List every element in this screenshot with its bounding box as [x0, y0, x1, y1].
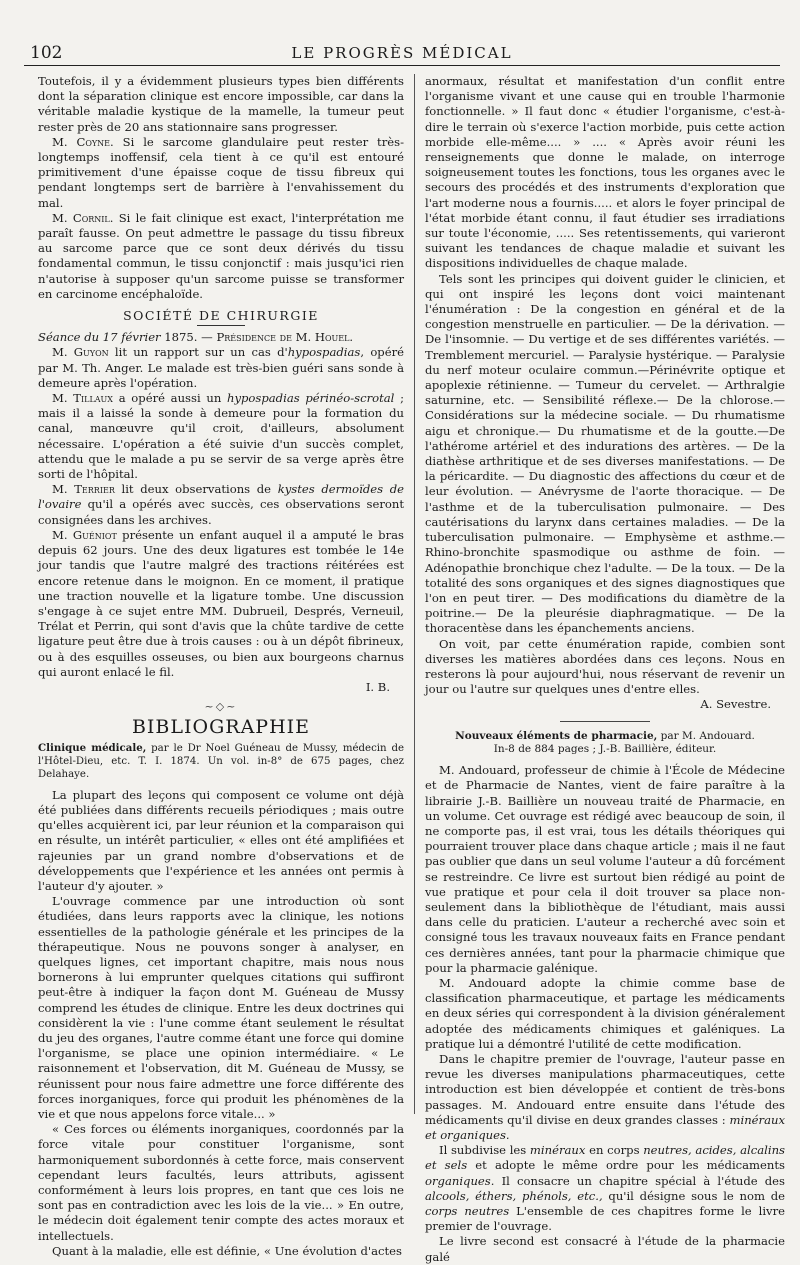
- paragraph: La plupart des leçons qui composent ce volume ont déjà été publiées dans différents recueils périodiques ; mais outre qu'elles acquièrent ici, par leur réunion et la comparaison qui en résulte, un intérêt particulier, « elles ont été amplifiées et rajeunies par un grand nombre d'observations et de développements que l'expérience et les années ont permis à l'auteur d'y ajouter. »: [38, 787, 404, 893]
- section-title: SOCIÉTÉ DE CHIRURGIE: [123, 308, 319, 324]
- paragraph: M. Guyon lit un rapport sur un cas d'hypospadias, opéré par M. Th. Anger. Le malade est très-bien guéri sans sonde à demeure après l'opération.: [38, 345, 404, 390]
- paragraph: anormaux, résultat et manifestation d'un conflit entre l'organisme vivant et une cause qui en trouble l'harmonie fonctionnelle. » Il faut donc « étudier l'organisme, c'est-à-dire le terrain où s'exerce l'action morbide, puis cette action morbide elle-même.... » .... « Après avoir réuni les renseignements que donne le malade, on interroge soigneusement toutes les fonctions, tous les organes avec le secours des procédés et des instruments d'exploration que l'art moderne nous a fournis..... et alors le foyer principal de l'état morbide étant connu, il faut étudier ses irradiations sur toute l'économie, ..... Ses retentissements, qui varieront suivant les tendances de chaque maladie et suivant les dispositions individuelles de chaque malade.: [425, 74, 785, 271]
- paragraph: On voit, par cette énumération rapide, combien sont diverses les matières abordées dans ces leçons. Nous en resterons là pour aujourd'hui, nous réservant de revenir un jour ou l'autre sur quelques unes d'entre elles.: [425, 636, 785, 697]
- paragraph: M. Tillaux a opéré aussi un hypospadias périnéo-scrotal ; mais il a laissé la sonde à demeure pour la formation du canal, manœuvre qu'il croit, d'ailleurs, absolument nécessaire. L'opération a été suivie d'un succès complet, attendu que le malade a pu se servir de sa verge après être sorti de l'hôpital.: [38, 391, 404, 482]
- paragraph: Tels sont les principes qui doivent guider le clinicien, et qui ont inspiré les leçons dont voici maintenant l'énumération : De la congestion en général et de la congestion menstruelle en particulier. — De la dérivation. — De l'insomnie. — Du vertige et de ses différentes variétés. — Tremblement mercuriel. — Paralysie hystérique. — Paralysie du nerf moteur oculaire commun.—Périnévrite optique et apoplexie rétinienne. — Tumeur du cervelet. — Arthralgie saturnine, etc. — Sensibilité réflexe.— De la chlorose.—Considérations sur la médecine sociale. — Du rhumatisme aigu et chronique.— Du rhumatisme et de la goutte.—De l'athérome artériel et des indurations des artères. — De la diathèse arthritique et de ses diverses manifestations. — De la péricardite. — Du diagnostic des affections du cœur et de leur évolution. — Anévrysme de l'aorte thoracique. — De l'asthme et de la tuberculisation pulmonaire. — Des cautérisations du larynx dans certaines maladies. — De la tuberculisation pulmonaire. — Emphysème et asthme.—Rhino-bronchite spasmodique ou asthme de foin. — Adénopathie bronchique chez l'adulte. — De la toux. — De la totalité des sons organiques et des signes diagnostiques que l'on en peut tirer. — Des modifications du diamètre de la poitrine.— De la pleurésie diaphragmatique. — De la thoracentèse dans les épanchements anciens.: [425, 271, 785, 636]
- page-header: [24, 41, 780, 66]
- entry-rule: [560, 721, 650, 722]
- paragraph: M. Andouard, professeur de chimie à l'École de Médecine et de Pharmacie de Nantes, vient de faire paraître à la librairie J.-B. Baillière un nouveau traité de Pharmacie, en un volume. Cet ouvrage est rédigé avec beaucoup de soin, il ne comporte pas, il est vrai, tous les détails théoriques qui pourraient trouver place dans chaque article ; mais il ne faut pas oublier que dans un seul volume l'auteur a dû forcément se restreindre. Ce livre est surtout bien rédigé au point de vue pratique et pour cela il doit trouver sa place non-seulement dans la bibliothèque de l'étudiant, mais aussi dans celle du praticien. L'auteur a recherché avec soin et consigné tous les travaux nouveaux faits en France pendant ces dernières années, tant pour la pharmacie chimique que pour la pharmacie galénique.: [425, 763, 785, 975]
- right-column: [425, 74, 785, 1264]
- paragraph: Quant à la maladie, elle est définie, « Une évolution d'actes: [52, 1243, 402, 1258]
- column-divider: [414, 74, 415, 1114]
- ornament-divider: ~◇~: [204, 700, 238, 714]
- book-entry-info: In-8 de 884 pages ; J.-B. Baillière, éditeur.: [493, 743, 717, 756]
- paragraph: Le livre second est consacré à l'étude de la pharmacie galé: [425, 1234, 785, 1264]
- bibliography-title: BIBLIOGRAPHIE: [131, 716, 311, 739]
- paragraph: L'ouvrage commence par une introduction où sont étudiées, dans leurs rapports avec la clinique, les notions essentielles de la pathologie générale et les principes de la thérapeutique. Nous ne pouvons songer à analyser, en quelques lignes, cet important chapitre, mais nous nous bornerons à lui emprunter quelques citations qui suffiront peut-être à indiquer la façon dont M. Guéneau de Mussy comprend les études de clinique. Entre les deux doctrines qui considèrent la vie : l'une comme étant seulement le résultat du jeu des organes, l'autre comme étant une force qui domine l'organisme, se place une opinion intermédiaire. « Le raisonnement et l'observation, dit M. Guéneau de Mussy, se réunissent pour nous faire admettre une force différente des forces inorganiques, force qui produit les phénomènes de la vie et que nous appelons force vitale... »: [38, 894, 404, 1122]
- book-entry-heading: Clinique médicale, par le Dr Noel Guéneau de Mussy, médecin de l'Hôtel-Dieu, etc. T. I. 1874. Un vol. in-8° de 675 pages, chez Delahaye.: [38, 741, 404, 781]
- paragraph: M. Andouard adopte la chimie comme base de classification pharmaceutique, et partage les médicaments en deux séries qui correspondent à la division généralement adoptée des médicaments chimiques et galéniques. La pratique lui a démontré l'utilité de cette modification.: [425, 975, 785, 1051]
- paragraph: Toutefois, il y a évidemment plusieurs types bien différents dont la séparation clinique est encore impossible, car dans la véritable maladie kystique de la mamelle, la tumeur peut rester près de 20 ans stationnaire sans progresser.: [38, 74, 404, 134]
- paragraph: Il subdivise les minéraux en corps neutres, acides, alcalins et sels et adopte le même ordre pour les médicaments organiques. Il consacre un chapitre spécial à l'étude des alcools, éthers, phénols, etc., qu'il désigne sous le nom de corps neutres L'ensemble de ces chapitres forme le livre premier de l'ouvrage.: [425, 1143, 785, 1234]
- paragraph: M. Cornil. Si le fait clinique est exact, l'interprétation me paraît fausse. On peut admettre le passage du tissu fibreux au sarcome parce que ce sont deux dérivés du tissu fondamental commun, le tissu conjonctif : mais jusqu'ici rien n'autorise à supposer qu'un sarcome puisse se transformer en carcinome encéphaloïde.: [38, 210, 404, 301]
- signature: I. B.: [365, 679, 390, 694]
- section-rule: [197, 325, 245, 326]
- signature: A. Sevestre.: [700, 697, 771, 712]
- session-line: Séance du 17 février 1875. — Présidence de M. Houel.: [38, 330, 354, 345]
- page-number: 102: [30, 43, 63, 63]
- book-entry-heading: Nouveaux éléments de pharmacie, par M. Andouard.: [455, 729, 755, 742]
- paragraph: « Ces forces ou éléments inorganiques, coordonnés par la force vitale pour constituer l'organisme, sont harmoniquement subordonnés à cette force, mais conservent cependant leurs facultés, leurs attributs, agissent conformément à leurs lois propres, en tant que ces lois ne sont pas en contradiction avec les lois de la vie... » En outre, le médecin doit également tenir compte des actes moraux et intellectuels.: [38, 1122, 404, 1243]
- paragraph: M. Guéniot présente un enfant auquel il a amputé le bras depuis 62 jours. Une des deux ligatures est tombée le 14e jour tandis que l'autre malgré des tractions réitérées est encore retenue dans le moignon. En ce moment, il pratique une traction nouvelle et la ligature tombe. Une discussion s'engage à ce sujet entre MM. Dubrueil, Després, Verneuil, Trélat et Perrin, qui sont d'avis que la chûte tardive de cette ligature peut être due à trois causes : ou à un dépôt fibrineux, ou à des esquilles osseuses, ou bien aux bourgeons charnus qui auront enlacé le fil.: [38, 527, 405, 679]
- left-column: [38, 74, 405, 1258]
- paragraph: Dans le chapitre premier de l'ouvrage, l'auteur passe en revue les diverses manipulations pharmaceutiques, cette introduction est bien développée et contient de très-bons passages. M. Andouard entre ensuite dans l'étude des médicaments qu'il divise en deux grandes classes : minéraux et organiques.: [425, 1051, 785, 1142]
- speaker-name: M. Coyne.: [52, 134, 114, 149]
- speaker-name: M. Cornil.: [52, 210, 114, 225]
- paragraph: M. Coyne. Si le sarcome glandulaire peut rester très-longtemps inoffensif, cela tient à ce qu'il est entouré primitivement d'une épaisse coque de tissu fibreux qui pendant longtemps sert de barrière à l'envahissement du mal.: [38, 134, 404, 210]
- running-title: LE PROGRÈS MÉDICAL: [291, 44, 513, 62]
- paragraph: M. Terrier lit deux observations de kystes dermoïdes de l'ovaire qu'il a opérés avec succès, ces observations seront consignées dans les archives.: [38, 482, 404, 527]
